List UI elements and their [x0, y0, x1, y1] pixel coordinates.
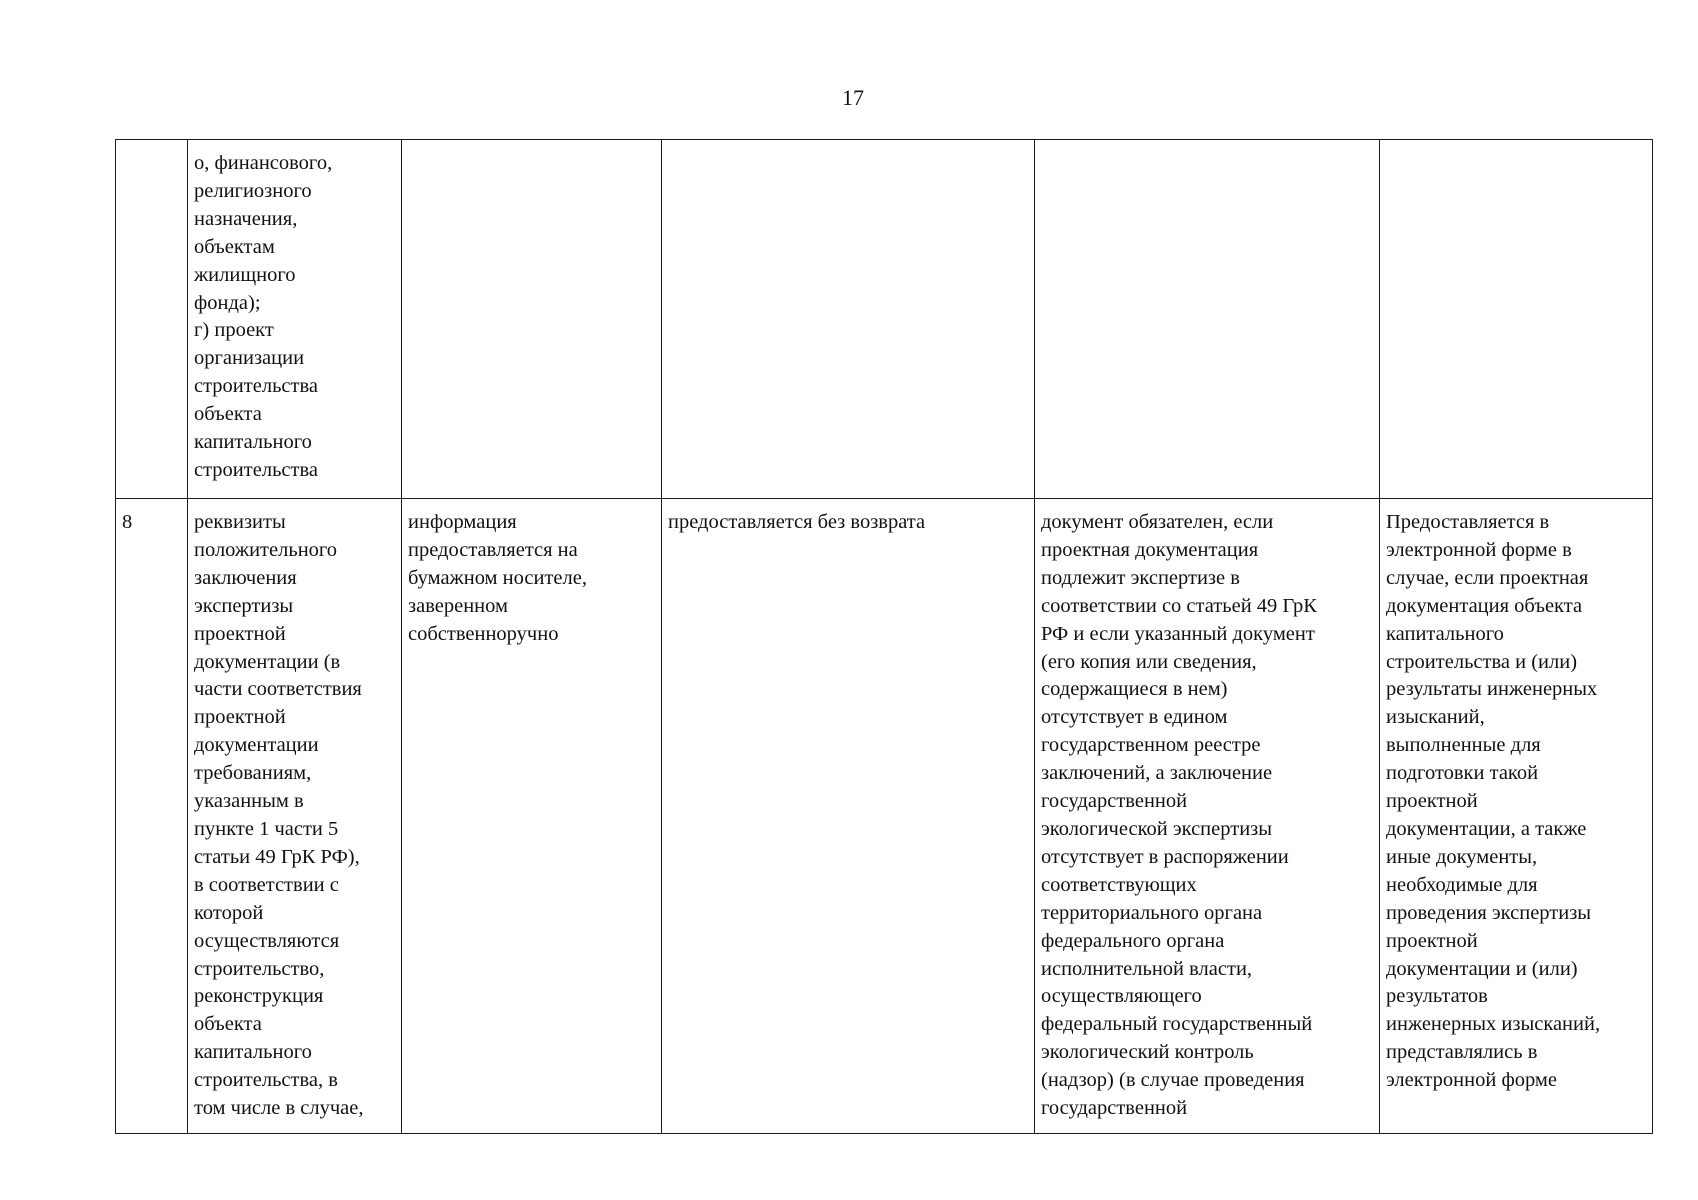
document-name-cell: реквизиты положительного заключения экспертизы проектной документации (в части соответствия проектной документации требованиям, указанным в пункте 1 части 5 статьи 49 ГрК РФ), в соответствии с которой осуществляются строительство, реконструкция объекта капитального строительства, в том числе в случае, — [188, 499, 402, 1134]
document-form-cell: информация предоставляется на бумажном носителе, заверенном собственноручно — [402, 499, 662, 1134]
documents-table — [115, 139, 1653, 1134]
table-row — [116, 499, 1653, 1134]
page-number: 17 — [842, 85, 864, 110]
row-number-cell — [116, 140, 188, 499]
condition-cell — [1035, 140, 1380, 499]
document-form-cell — [402, 140, 662, 499]
return-terms-cell: предоставляется без возврата — [662, 499, 1035, 1134]
electronic-form-cell — [1380, 140, 1653, 499]
document-name-cell: о, финансового, религиозного назначения, объектам жилищного фонда); г) проект организации строительства объекта капитального строительства — [188, 140, 402, 499]
table-row — [116, 140, 1653, 499]
row-number-cell: 8 — [116, 499, 188, 1134]
condition-cell: документ обязателен, если проектная документация подлежит экспертизе в соответствии со статьей 49 ГрК РФ и если указанный документ (его копия или сведения, содержащиеся в нем) отсутствует в едином государственном реестре заключений, а заключение государственной экологической экспертизы отсутствует в распоряжении соответствующих территориального органа федерального органа исполнительной власти, осуществляющего федеральный государственный экологический контроль (надзор) (в случае проведения государственной — [1035, 499, 1380, 1134]
electronic-form-cell: Предоставляется в электронной форме в случае, если проектная документация объекта капитального строительства и (или) результаты инженерных изысканий, выполненные для подготовки такой проектной документации, а также иные документы, необходимые для проведения экспертизы проектной документации и (или) результатов инженерных изысканий, представлялись в электронной форме — [1380, 499, 1653, 1134]
return-terms-cell — [662, 140, 1035, 499]
